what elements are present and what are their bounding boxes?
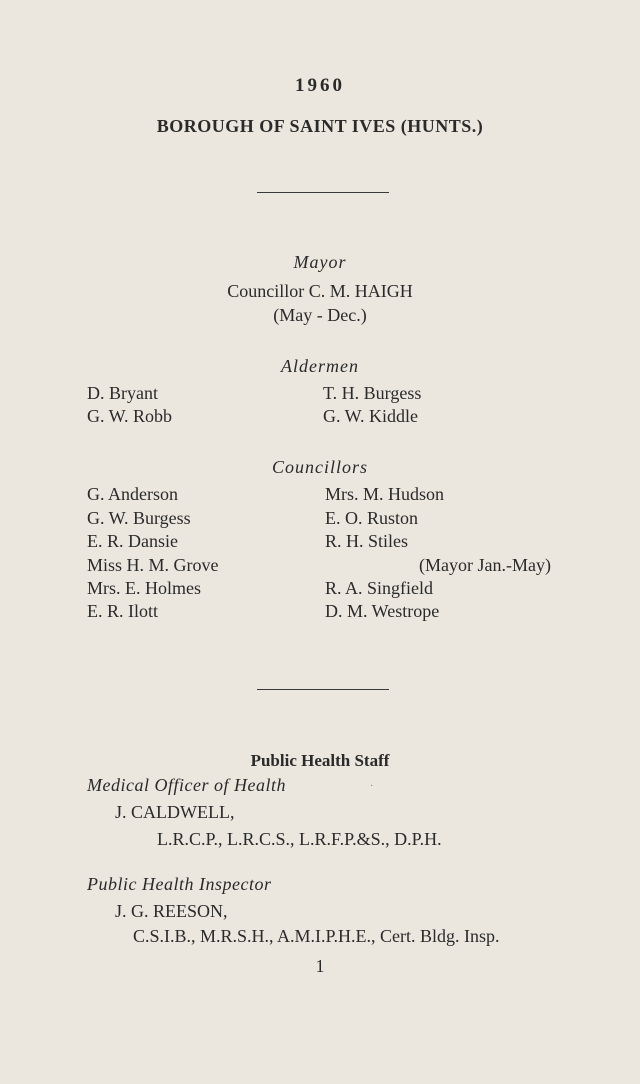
moh-heading: Medical Officer of Health <box>87 775 286 795</box>
alderman-right-2: G. W. Kiddle <box>323 406 419 426</box>
borough-title: BOROUGH OF SAINT IVES (HUNTS.) <box>156 116 484 136</box>
councillor-left-6: E. R. Ilott <box>87 601 158 621</box>
aldermen-heading: Aldermen <box>281 356 359 376</box>
councillor-right-1: Mrs. M. Hudson <box>325 484 445 504</box>
divider-top <box>257 192 389 193</box>
phi-heading: Public Health Inspector <box>87 874 272 894</box>
phi-qualifications: C.S.I.B., M.R.S.H., A.M.I.P.H.E., Cert. Bldg. Insp. <box>133 926 500 946</box>
councillor-left-2: G. W. Burgess <box>87 508 191 528</box>
alderman-right-1: T. H. Burgess <box>323 383 422 403</box>
mayor-term: (May - Dec.) <box>273 305 367 325</box>
councillor-left-3: E. R. Dansie <box>87 531 178 551</box>
mayor-name: Councillor C. M. HAIGH <box>227 281 413 301</box>
report-year: 1960 <box>295 75 345 96</box>
alderman-left-1: D. Bryant <box>87 383 158 403</box>
councillor-right-5: R. A. Singfield <box>325 578 434 598</box>
councillor-right-note: (Mayor Jan.-May) <box>419 555 551 575</box>
councillor-right-2: E. O. Ruston <box>325 508 419 528</box>
alderman-left-2: G. W. Robb <box>87 406 173 426</box>
councillor-right-3: R. H. Stiles <box>325 531 409 551</box>
councillor-right-6: D. M. Westrope <box>325 601 440 621</box>
stray-mark: · <box>370 781 374 792</box>
staff-heading: Public Health Staff <box>250 751 390 770</box>
councillor-left-5: Mrs. E. Holmes <box>87 578 201 598</box>
phi-name: J. G. REESON, <box>115 901 228 921</box>
mayor-heading: Mayor <box>293 252 347 272</box>
councillor-left-1: G. Anderson <box>87 484 178 504</box>
page-number: 1 <box>315 956 325 976</box>
moh-qualifications: L.R.C.P., L.R.C.S., L.R.F.P.&S., D.P.H. <box>157 829 442 849</box>
councillors-heading: Councillors <box>271 457 368 477</box>
councillor-left-4: Miss H. M. Grove <box>87 555 219 575</box>
divider-middle <box>257 689 389 690</box>
moh-name: J. CALDWELL, <box>115 802 235 822</box>
